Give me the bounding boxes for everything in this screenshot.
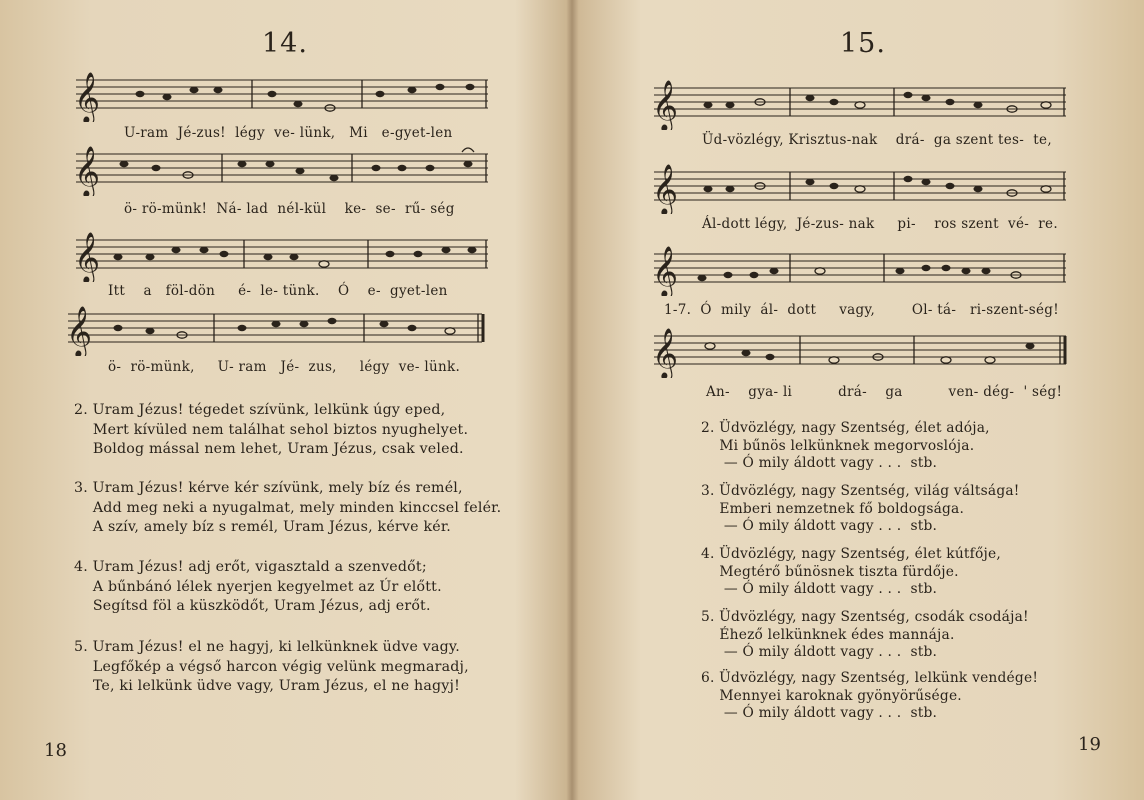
- page-number: 19: [1078, 734, 1101, 755]
- music-staff: [72, 140, 492, 196]
- hymn-number: 15.: [840, 28, 886, 59]
- music-staff: [650, 322, 1070, 378]
- svg-text:𝄞: 𝄞: [652, 164, 679, 214]
- music-staff: [72, 226, 492, 282]
- verse-4: 4. Üdvözlégy, nagy Szentség, élet kútfője, Megtérő bűnösnek tiszta fürdője. — Ó mily áldott vagy . . . stb.: [701, 546, 1001, 597]
- svg-text:𝄞: 𝄞: [74, 146, 101, 196]
- left-page: [0, 0, 566, 800]
- verse-3: 3. Üdvözlégy, nagy Szentség, világ váltsága! Emberi nemzetnek fő boldogsága. — Ó mily áldott vagy . . . stb.: [701, 483, 1020, 534]
- verse-5: 5. Üdvözlégy, nagy Szentség, csodák csodája! Éhező lelkünknek édes mannája. — Ó mily áldott vagy . . . stb.: [701, 609, 1029, 660]
- music-staff: [650, 74, 1070, 130]
- svg-text:𝄞: 𝄞: [652, 328, 679, 378]
- lyric-line: Ál-dott légy, Jé-zus- nak pi- ros szent vé- re.: [702, 216, 1058, 232]
- music-staff: [64, 300, 490, 356]
- svg-text:𝄞: 𝄞: [74, 232, 101, 282]
- svg-text:𝄞: 𝄞: [652, 80, 679, 130]
- lyric-line: ö- rö-münk, U- ram Jé- zus, légy ve- lünk.: [108, 359, 461, 375]
- lyric-line: Üd-vözlégy, Krisztus-nak drá- ga szent tes- te,: [702, 132, 1052, 148]
- svg-text:𝄞: 𝄞: [66, 306, 93, 356]
- music-staff: [650, 158, 1070, 214]
- page-number: 18: [44, 740, 67, 761]
- right-page: [578, 0, 1144, 800]
- verse-6: 6. Üdvözlégy, nagy Szentség, lelkünk vendége! Mennyei karoknak gyönyörűsége. — Ó mily áldott vagy . . . stb.: [701, 670, 1039, 721]
- music-staff: [72, 66, 492, 122]
- lyric-line: Itt a föl-dön é- le- tünk. Ó e- gyet-len: [108, 283, 448, 299]
- verse-3: 3. Uram Jézus! kérve kér szívünk, mely bíz és remél, Add meg neki a nyugalmat, mely minden kinccsel felér. A szív, amely bíz s remél, Uram Jézus, kérve kér.: [74, 480, 502, 535]
- hymn-number: 14.: [262, 28, 308, 59]
- lyric-line: ö- rö-münk! Ná- lad nél-kül ke- se- rű- ség: [124, 201, 455, 217]
- verse-5: 5. Uram Jézus! el ne hagyj, ki lelkünknek üdve vagy. Legfőkép a végső harcon végig velünk megmaradj, Te, ki lelkünk üdve vagy, Uram Jézus, el ne hagyj!: [74, 639, 469, 694]
- verse-4: 4. Uram Jézus! adj erőt, vigasztald a szenvedőt; A bűnbánó lélek nyerjen kegyelmet az Úr előtt. Segítsd föl a küszködőt, Uram Jézus, adj erőt.: [74, 559, 442, 614]
- verse-2: 2. Üdvözlégy, nagy Szentség, élet adója, Mi bűnös lelkünknek megorvoslója. — Ó mily áldott vagy . . . stb.: [701, 420, 990, 471]
- verse-2: 2. Uram Jézus! tégedet szívünk, lelkünk úgy eped, Mert kívüled nem találhat sehol biztos nyughelyet. Boldog mással nem lehet, Uram Jézus, csak veled.: [74, 402, 469, 457]
- music-staff: [650, 240, 1070, 296]
- lyric-line: An- gya- li drá- ga ven- dég- ' ség!: [706, 384, 1063, 400]
- svg-text:𝄞: 𝄞: [652, 246, 679, 296]
- lyric-line: 1-7. Ó mily ál- dott vagy, Ol- tá- ri-szent-ség!: [664, 302, 1059, 318]
- lyric-line: U-ram Jé-zus! légy ve- lünk, Mi e-gyet-len: [124, 125, 453, 141]
- svg-text:𝄞: 𝄞: [74, 72, 101, 122]
